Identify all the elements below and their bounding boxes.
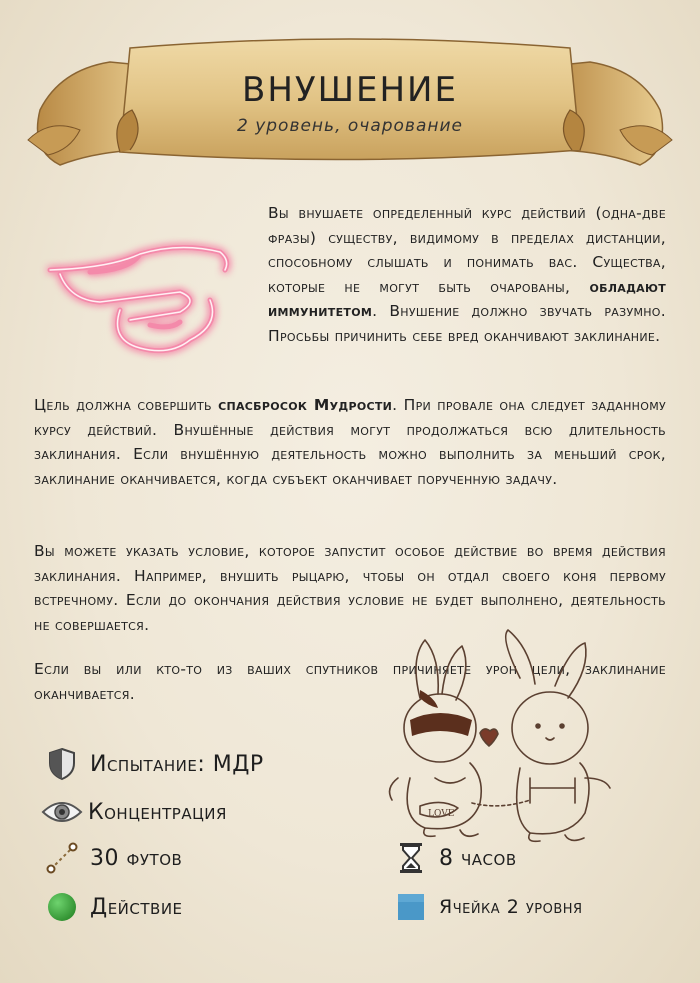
shield-icon [44,746,80,782]
spell-title: ВНУШЕНИЕ [242,70,458,110]
paragraph-description: Вы внушаете определенный курс действий (одна-две фразы) существу, видимому в пределах дистанции, способному слышать и понимать вас. Существа, которые не могут быть очарованы, обладают иммунитетом. Внушение должно звучать разумно. Просьбы причинить себе вред оканчивают заклинание. [268,204,666,345]
charm-rune-icon [30,230,250,370]
paragraph-condition: Вы можете указать условие, которое запустит особое действие во время действия заклинания. Например, внушить рыцарю, чтобы он отдал своего коня первому встречному. Если до окончания действия условие не будет выполнено, деятельность не совершается. [34,542,666,634]
love-tag: LOVE [428,809,455,819]
bunnies-illustration [380,628,640,848]
stat-casting-time-label: Действие [90,894,183,920]
paragraph-saving-throw: Цель должна совершить спасбросок Мудрости. При провале она следует заданному курсу действий. Внушённые действия могут продолжаться всю длительность заклинания. Если внушённую деятельность можно выполнить за меньший срок, заклинание оканчивается, когда субъект оканчивает порученную задачу. [34,396,666,488]
stat-range [44,840,182,876]
stat-range-label: 30 футов [90,845,183,871]
eye-icon [40,794,84,830]
stat-duration [393,840,517,876]
paragraph-damage: Если вы или кто-то из ваших спутников причиняете урон цели, заклинание оканчивается. [34,660,666,703]
stat-spell-slot-label: Ячейка 2 уровня [439,896,583,918]
stat-saving-throw-label: Испытание: МДР [90,751,264,777]
stat-concentration-label: Концентрация [88,799,227,825]
stat-concentration [40,794,227,830]
spell-subtitle: 2 уровень, очарование [236,116,463,136]
range-icon [44,840,80,876]
hourglass-icon [393,840,429,876]
stat-casting-time [44,889,183,925]
green-circle-icon [44,889,80,925]
stat-duration-label: 8 часов [439,845,517,871]
stat-saving-throw [44,746,264,782]
blue-square-icon [393,889,429,925]
stat-spell-slot [393,889,583,925]
